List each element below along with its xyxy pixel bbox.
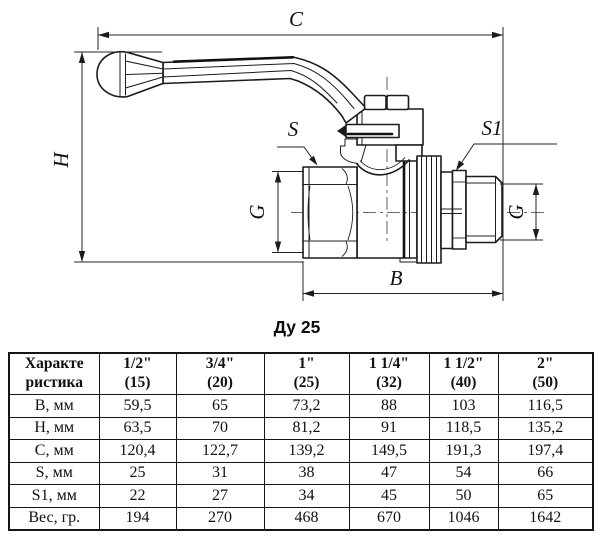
table-header-characteristic: Характе ристика — [9, 353, 99, 395]
table-cell: 22 — [99, 485, 176, 508]
table-cell: 135,2 — [498, 417, 593, 440]
drawing-caption: Ду 25 — [273, 317, 321, 337]
table-cell: 70 — [176, 417, 264, 440]
table-cell: 31 — [176, 462, 264, 485]
dim-label-b: B — [389, 266, 403, 290]
dim-label-s: S — [287, 117, 299, 141]
row-label: Вес, гр. — [9, 507, 99, 530]
table-header-size-075: 3/4" (20) — [176, 353, 264, 395]
handle-knob — [97, 52, 163, 97]
table-header-size-1: 1" (25) — [264, 353, 349, 395]
table-cell: 34 — [264, 485, 349, 508]
dimension-g-left — [245, 172, 304, 253]
table-row-c — [9, 440, 593, 463]
table-cell: 88 — [349, 395, 429, 418]
stop-lug — [341, 139, 359, 164]
table-cell: 47 — [349, 462, 429, 485]
table-cell: 81,2 — [264, 417, 349, 440]
row-label: С, мм — [9, 440, 99, 463]
table-header-row — [9, 353, 593, 395]
dim-arrow-right-icon — [492, 32, 503, 38]
leader-s — [277, 117, 318, 166]
dim-label-h: H — [49, 152, 73, 168]
hex-s1 — [441, 171, 466, 250]
table-cell: 270 — [176, 507, 264, 530]
table-cell: 66 — [498, 462, 593, 485]
dim-arrow-up-icon — [79, 52, 85, 63]
table-cell: 38 — [264, 462, 349, 485]
table-cell: 63,5 — [99, 417, 176, 440]
table-header-size-05: 1/2" (15) — [99, 353, 176, 395]
table-cell: 27 — [176, 485, 264, 508]
row-label: В, мм — [9, 395, 99, 418]
valve-body — [97, 52, 502, 263]
leader-arrow-icon — [309, 156, 317, 166]
table-cell: 149,5 — [349, 440, 429, 463]
table-header-size-114: 1 1/4" (32) — [349, 353, 429, 395]
table-cell: 65 — [498, 485, 593, 508]
table-cell: 197,4 — [498, 440, 593, 463]
table-row-s1 — [9, 485, 593, 508]
union-flange — [417, 156, 441, 263]
male-thread — [466, 177, 502, 243]
leader-arrow-icon — [456, 160, 464, 170]
table-cell: 1046 — [429, 507, 498, 530]
table-cell: 59,5 — [99, 395, 176, 418]
row-label: S, мм — [9, 462, 99, 485]
table-cell: 194 — [99, 507, 176, 530]
table-cell: 670 — [349, 507, 429, 530]
dim-arrow-down-icon — [79, 251, 85, 262]
leader-s1 — [456, 116, 557, 171]
dimension-g-right — [500, 184, 543, 240]
hex-nut-left — [303, 167, 357, 258]
dimension-b — [303, 261, 503, 301]
table-cell: 50 — [429, 485, 498, 508]
table-cell: 91 — [349, 417, 429, 440]
table-cell: 45 — [349, 485, 429, 508]
table-cell: 122,7 — [176, 440, 264, 463]
table-cell: 1642 — [498, 507, 593, 530]
dim-arrow-left-icon — [98, 32, 109, 38]
dim-label-g-left: G — [245, 204, 269, 220]
table-cell: 191,3 — [429, 440, 498, 463]
stem-nut — [365, 96, 409, 110]
dim-label-g-right: G — [504, 204, 528, 220]
dim-label-s1: S1 — [481, 116, 503, 140]
handle — [97, 52, 399, 138]
row-label: S1, мм — [9, 485, 99, 508]
table-cell: 103 — [429, 395, 498, 418]
table-cell: 25 — [99, 462, 176, 485]
table-row-weight — [9, 507, 593, 530]
table-cell: 73,2 — [264, 395, 349, 418]
table-header-size-2: 2" (50) — [498, 353, 593, 395]
dim-label-c: C — [288, 7, 304, 31]
handle-fork — [337, 125, 399, 138]
table-cell: 120,4 — [99, 440, 176, 463]
table-cell: 468 — [264, 507, 349, 530]
table-cell: 118,5 — [429, 417, 498, 440]
table-cell: 65 — [176, 395, 264, 418]
spec-table — [8, 352, 594, 531]
table-cell: 116,5 — [498, 395, 593, 418]
dimension-c — [98, 7, 503, 301]
table-row-b — [9, 395, 593, 418]
table-header-size-112: 1 1/2" (40) — [429, 353, 498, 395]
row-label: Н, мм — [9, 417, 99, 440]
table-row-s — [9, 462, 593, 485]
table-cell: 54 — [429, 462, 498, 485]
table-row-h — [9, 417, 593, 440]
table-cell: 139,2 — [264, 440, 349, 463]
